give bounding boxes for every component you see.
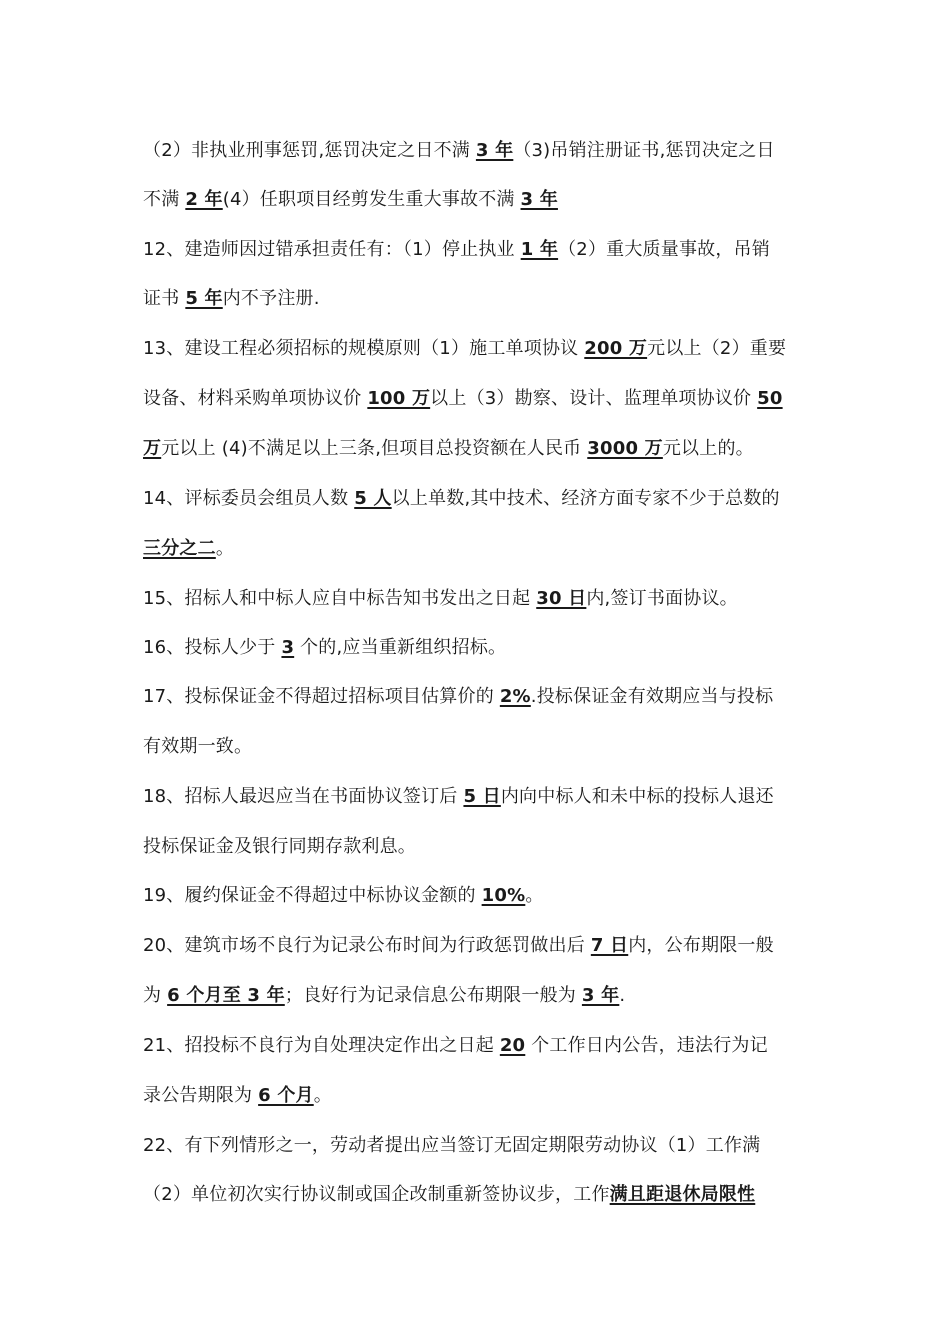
highlighted-value: 1 年: [520, 239, 559, 260]
highlighted-value: 满且距退休局限性: [609, 1184, 756, 1205]
highlighted-value: 3 年: [520, 189, 558, 210]
text-line-10: [143, 586, 813, 612]
highlighted-value: 20: [499, 1035, 526, 1056]
text-segment: 21、招投标不良行为自处理决定作出之日起: [143, 1035, 500, 1056]
text-segment: 13、建设工程必须招标的规模原则（1）施工单项协议: [143, 338, 585, 359]
text-segment: (4）任职项目经剪发生重大事故不满: [222, 189, 521, 210]
text-segment: 投标保证金及银行同期存款利息。: [143, 836, 416, 857]
highlighted-value: 三分之二: [143, 538, 216, 559]
text-segment: 设备、材料采购单项协议价: [143, 388, 368, 409]
highlighted-value: 5 年: [185, 288, 223, 309]
text-line-2: [143, 187, 813, 213]
text-segment: 。: [215, 538, 235, 559]
text-segment: 元以上的。: [662, 438, 754, 459]
text-line-6: [143, 386, 813, 412]
text-line-14: [143, 784, 813, 810]
text-line-20: [143, 1083, 813, 1109]
highlighted-value: 3 年: [581, 985, 620, 1006]
text-line-5: [143, 336, 813, 362]
text-segment: ；良好行为记录信息公布期限一般为: [284, 985, 582, 1006]
text-segment: 内，公布期限一般: [628, 935, 774, 956]
text-segment: 以上单数,其中技术、经济方面专家不少于总数的: [391, 488, 780, 509]
text-line-4: [143, 286, 813, 312]
text-segment: 以上（3）勘察、设计、监理单项协议价: [430, 388, 758, 409]
text-line-17: [143, 933, 813, 959]
text-line-1: [143, 138, 813, 164]
highlighted-value: 3000 万: [587, 438, 663, 459]
text-segment: （3)吊销注册证书,惩罚决定之日: [513, 140, 775, 161]
text-segment: 。: [525, 885, 544, 906]
text-segment: 证书: [143, 288, 186, 309]
text-line-3: [143, 237, 813, 263]
highlighted-value: 10%: [481, 885, 526, 906]
text-line-16: [143, 883, 813, 909]
text-segment: 17、投标保证金不得超过招标项目估算价的: [143, 686, 500, 707]
text-segment: （2）非执业刑事惩罚,惩罚决定之日不满: [143, 140, 476, 161]
text-line-8: [143, 486, 813, 512]
highlighted-value: 3 年: [475, 140, 514, 161]
text-segment: 内向中标人和未中标的投标人退还: [500, 786, 774, 807]
text-segment: 20、建筑市场不良行为记录公布时间为行政惩罚做出后: [143, 935, 591, 956]
highlighted-value: 3: [281, 637, 295, 658]
text-line-21: [143, 1133, 813, 1159]
text-line-22: [143, 1182, 813, 1208]
text-segment: 录公告期限为: [143, 1085, 259, 1106]
text-segment: （2）单位初次实行协议制或国企改制重新签协议步，工作: [143, 1184, 610, 1205]
text-segment: （2）重大质量事故，吊销: [558, 239, 770, 260]
text-line-11: [143, 635, 813, 661]
text-segment: 18、招标人最迟应当在书面协议签订后: [143, 786, 464, 807]
highlighted-value: 200 万: [584, 338, 648, 359]
text-segment: 内,签订书面协议。: [586, 588, 738, 609]
highlighted-value: 7 日: [590, 935, 629, 956]
text-segment: 16、投标人少于: [143, 637, 282, 658]
highlighted-value: 6 个月: [258, 1085, 314, 1106]
text-segment: 12、建造师因过错承担责任有：（1）停止执业: [143, 239, 521, 260]
highlighted-value: 6 个月至 3 年: [167, 985, 285, 1006]
text-segment: 22、有下列情形之一，劳动者提出应当签订无固定期限劳动协议（1）工作满: [143, 1135, 761, 1156]
text-segment: 元以上（2）重要: [647, 338, 787, 359]
text-segment: 有效期一致。: [143, 736, 253, 757]
text-segment: 元以上 (4)不满足以上三条,但项目总投资额在人民币: [161, 438, 588, 459]
text-line-9: [143, 536, 813, 562]
text-segment: 为: [143, 985, 168, 1006]
text-segment: .: [619, 985, 626, 1006]
text-segment: .投标保证金有效期应当与投标: [530, 686, 774, 707]
highlighted-value: 万: [143, 438, 162, 459]
text-segment: 15、招标人和中标人应自中标告知书发出之日起: [143, 588, 537, 609]
text-line-13: [143, 734, 813, 760]
text-segment: 个的,应当重新组织招标。: [294, 637, 507, 658]
text-segment: 19、履约保证金不得超过中标协议金额的: [143, 885, 482, 906]
text-line-18: [143, 983, 813, 1009]
text-line-19: [143, 1033, 813, 1059]
text-line-15: [143, 834, 813, 860]
text-segment: 。: [313, 1085, 332, 1106]
text-segment: 14、评标委员会组员人数: [143, 488, 355, 509]
highlighted-value: 5 人: [354, 488, 392, 509]
highlighted-value: 5 日: [463, 786, 501, 807]
text-line-7: [143, 436, 813, 462]
highlighted-value: 50: [757, 388, 783, 409]
highlighted-value: 30 日: [536, 588, 587, 609]
highlighted-value: 100 万: [367, 388, 431, 409]
text-segment: 不满: [143, 189, 186, 210]
text-segment: 个工作日内公告，违法行为记: [525, 1035, 768, 1056]
highlighted-value: 2 年: [185, 189, 223, 210]
text-line-12: [143, 684, 813, 710]
text-segment: 内不予注册.: [222, 288, 320, 309]
highlighted-value: 2%: [499, 686, 531, 707]
